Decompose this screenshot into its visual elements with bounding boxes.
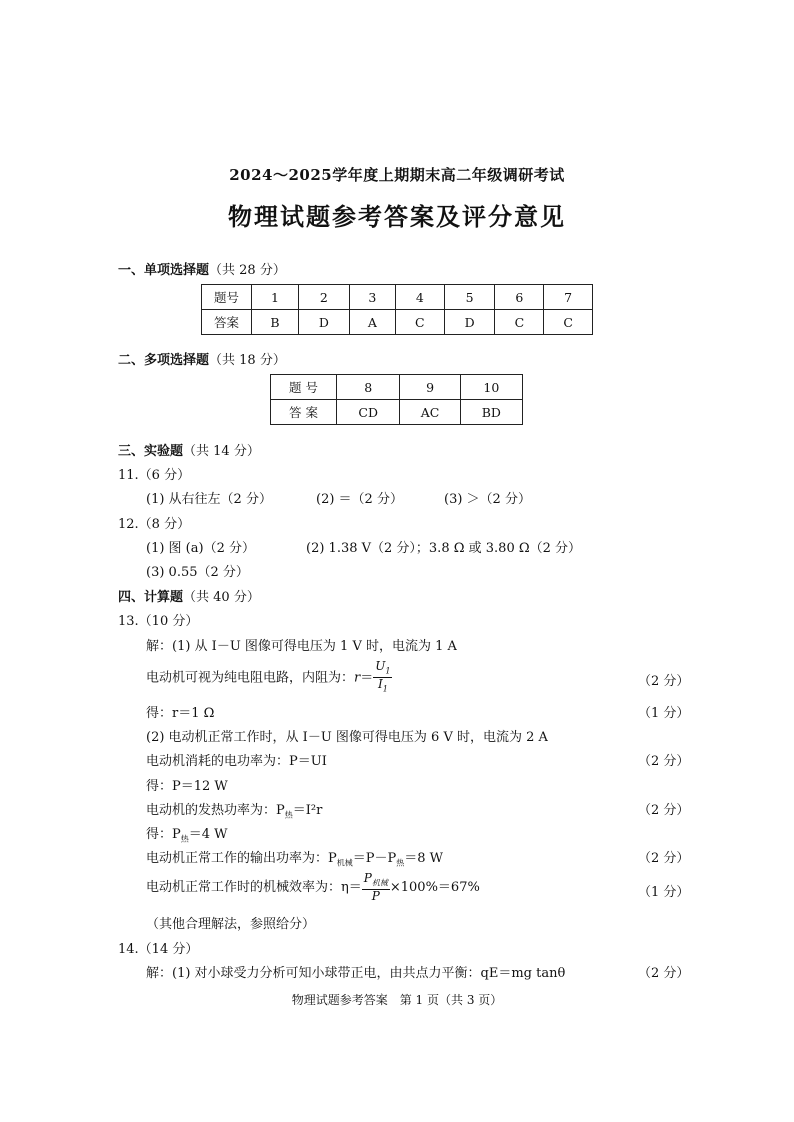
q13-line-9: [146, 847, 443, 869]
q13-line-3-score: （1 分）: [638, 706, 690, 721]
table-row: [202, 310, 593, 335]
page-footer: 物理试题参考答案 第 1 页（共 3 页）: [291, 993, 503, 1007]
table-cell: 4: [395, 285, 444, 310]
q13-line-9-sub-2: 热: [396, 858, 405, 868]
table-cell: 10: [460, 375, 522, 400]
q13-line-1: 解：(1) 从 I－U 图像可得电压为 1 V 时，电流为 1 A: [146, 639, 457, 654]
section-3-heading: [118, 440, 260, 459]
section-4-heading: [118, 586, 260, 605]
q13-line-9-mid: ＝P－P: [352, 851, 397, 866]
fraction-sub: 1: [382, 684, 388, 694]
table-row-label: 答案: [202, 310, 252, 335]
q12-answer-3: (3) 0.55（2 分）: [146, 565, 249, 580]
table-cell: 7: [544, 285, 593, 310]
q13-note: （其他合理解法，参照给分）: [146, 917, 316, 932]
q11-answer-2: (2) ＝（2 分）: [316, 492, 403, 507]
q12-heading: 12.（8 分）: [118, 517, 191, 532]
table-cell: B: [252, 310, 299, 335]
table-row-label: 答 案: [271, 400, 337, 425]
table-cell: 8: [337, 375, 400, 400]
table-cell: 2: [298, 285, 349, 310]
q13-line-7-sub: 热: [284, 810, 293, 820]
table-cell: BD: [460, 400, 522, 425]
q11-heading: 11.（6 分）: [118, 468, 191, 483]
table-cell: AC: [400, 400, 460, 425]
q13-line-7-score: （2 分）: [638, 803, 690, 818]
multi-choice-answer-table: [270, 374, 523, 425]
section-4-title: 四、计算题: [118, 590, 184, 605]
section-3-title: 三、实验题: [118, 444, 184, 459]
table-row-label: 题 号: [271, 375, 337, 400]
q13-line-5-score: （2 分）: [638, 754, 690, 769]
fraction-numerator: P: [363, 871, 372, 885]
table-row: [202, 285, 593, 310]
fraction-sub: 1: [385, 666, 391, 676]
q13-line-5: 电动机消耗的电功率为：P＝UI: [146, 754, 327, 769]
table-cell: 9: [400, 375, 460, 400]
efficiency-fraction: [362, 872, 390, 903]
document-title: 物理试题参考答案及评分意见: [228, 202, 566, 231]
q13-line-7-rest: ＝I²r: [292, 803, 323, 818]
q13-line-9-rest: ＝8 W: [404, 851, 444, 866]
q13-line-4: (2) 电动机正常工作时，从 I－U 图像可得电压为 6 V 时，电流为 2 A: [146, 730, 548, 745]
q13-line-8-rest: ＝4 W: [188, 827, 228, 842]
table-row-label: 题号: [202, 285, 252, 310]
fraction-numerator: U: [375, 659, 386, 673]
section-4-points: （共 40 分）: [183, 590, 260, 605]
q13-line-9-text: 电动机正常工作的输出功率为：P: [146, 851, 337, 866]
q13-line-6: 得：P＝12 W: [146, 779, 228, 794]
table-cell: D: [444, 310, 495, 335]
section-2-points: （共 18 分）: [209, 353, 286, 368]
resistance-fraction: [373, 660, 392, 696]
table-row: [271, 375, 523, 400]
table-cell: C: [495, 310, 544, 335]
q14-line-1-score: （2 分）: [638, 966, 690, 981]
table-cell: CD: [337, 400, 400, 425]
fraction-sub: 机械: [371, 878, 388, 888]
q13-line-9-score: （2 分）: [638, 851, 690, 866]
q13-line-8-text: 得：P: [146, 827, 181, 842]
q13-line-2-text: 电动机可视为纯电阻电路，内阻为：: [146, 670, 355, 686]
q13-line-2: [146, 660, 392, 696]
table-cell: 5: [444, 285, 495, 310]
q13-line-10: [146, 872, 480, 903]
exam-title: 2024～2025学年度上期期末高二年级调研考试: [229, 166, 565, 184]
q13-line-8-sub: 热: [180, 834, 189, 844]
table-cell: C: [544, 310, 593, 335]
q13-line-3: 得：r＝1 Ω: [146, 706, 215, 721]
q13-line-7: [146, 799, 322, 821]
q14-line-1: 解：(1) 对小球受力分析可知小球带正电，由共点力平衡：qE＝mg tanθ: [146, 966, 566, 981]
q13-line-7-text: 电动机的发热功率为：P: [146, 803, 285, 818]
section-2-title: 二、多项选择题: [118, 353, 210, 368]
section-3-points: （共 14 分）: [183, 444, 260, 459]
q11-answer-3: (3) ＞（2 分）: [444, 492, 531, 507]
q13-line-9-sub-1: 机械: [336, 858, 353, 868]
q14-heading: 14.（14 分）: [118, 942, 199, 957]
table-cell: 6: [495, 285, 544, 310]
q13-line-2-score: （2 分）: [638, 674, 690, 689]
q13-line-10-rest: ×100%＝67%: [389, 880, 480, 896]
single-choice-answer-table: [201, 284, 593, 335]
table-cell: 1: [252, 285, 299, 310]
q13-line-2-eq: ＝: [360, 670, 374, 686]
q13-line-8: [146, 823, 228, 845]
q13-heading: 13.（10 分）: [118, 614, 199, 629]
table-cell: C: [395, 310, 444, 335]
table-row: [271, 400, 523, 425]
q11-answer-1: (1) 从右往左（2 分）: [146, 492, 272, 507]
q12-answer-1: (1) 图 (a)（2 分）: [146, 541, 255, 556]
q13-line-2-var: r: [354, 670, 361, 686]
section-1-points: （共 28 分）: [209, 263, 286, 278]
fraction-denominator: I: [377, 677, 383, 692]
section-1-title: 一、单项选择题: [118, 263, 210, 278]
section-1-heading: [118, 259, 286, 278]
fraction-denominator: P: [371, 889, 380, 904]
q12-answer-2: (2) 1.38 V（2 分）；3.8 Ω 或 3.80 Ω（2 分）: [306, 541, 582, 556]
q13-line-10-score: （1 分）: [638, 885, 690, 900]
q13-line-10-text: 电动机正常工作时的机械效率为：η＝: [146, 880, 362, 896]
table-cell: 3: [349, 285, 395, 310]
table-cell: D: [298, 310, 349, 335]
table-cell: A: [349, 310, 395, 335]
section-2-heading: [118, 349, 286, 368]
